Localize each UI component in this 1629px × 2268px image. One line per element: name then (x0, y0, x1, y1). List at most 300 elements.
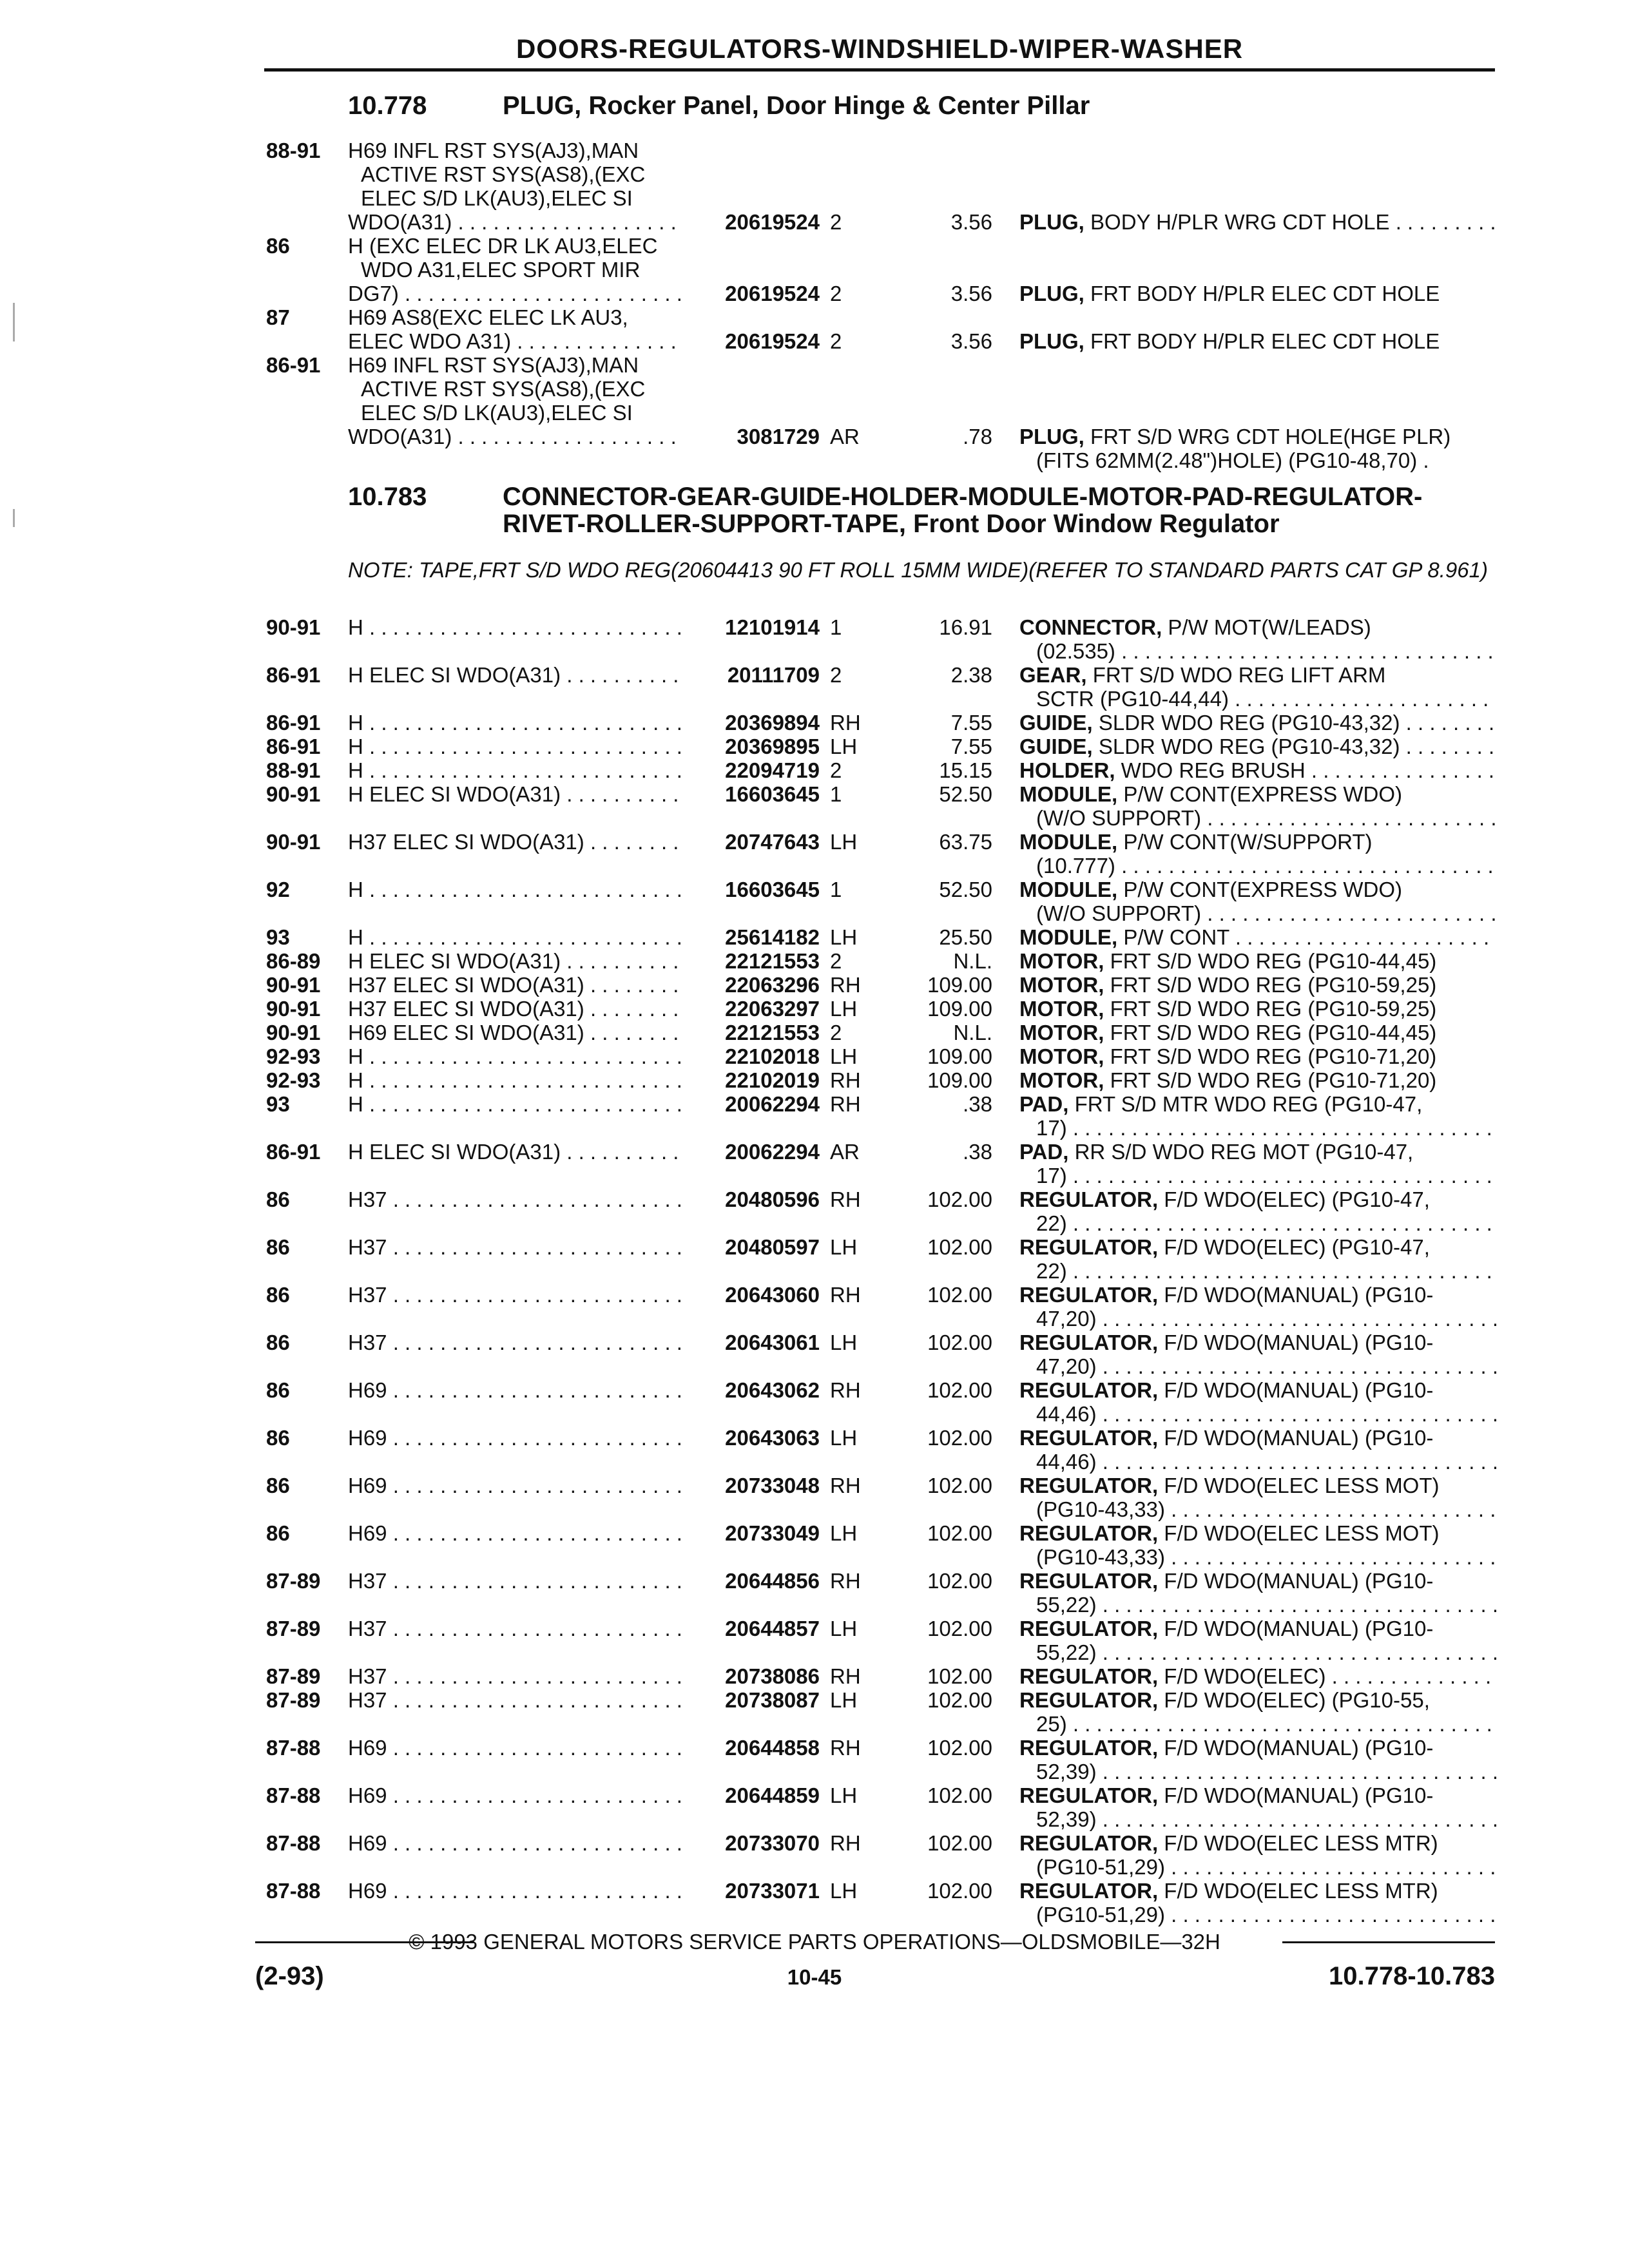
section-number: 10.778 (348, 91, 427, 120)
desc-text: F/D WDO(MANUAL) (PG10- (1164, 1426, 1434, 1450)
part-number: 20738087 (725, 1688, 820, 1712)
desc-text: FRT S/D WDO REG (PG10-71,20) (1110, 1068, 1437, 1092)
price: 102.00 (927, 1617, 992, 1640)
application-desc (348, 973, 683, 997)
application-desc (348, 1736, 683, 1760)
part-description (1019, 1783, 1496, 1831)
model-year: 86-91 (266, 735, 321, 758)
desc-text-line: (PG10-43,33) . . . (1019, 1545, 1496, 1569)
desc-line: H . . . (348, 1044, 683, 1068)
desc-text-line (1019, 329, 1496, 353)
part-description (1019, 1521, 1496, 1569)
quantity: RH (830, 1068, 861, 1092)
desc-text-line (1019, 1283, 1496, 1307)
application-desc (348, 1664, 683, 1688)
part-description (1019, 1021, 1496, 1044)
part-number: 20643061 (725, 1331, 820, 1354)
desc-line: H37 . . . (348, 1187, 683, 1211)
model-year: 88-91 (266, 139, 321, 162)
desc-line: ACTIVE RST SYS(AS8),(EXC (361, 162, 646, 186)
part-number: 16603645 (725, 878, 820, 901)
application-desc (348, 1068, 683, 1092)
quantity: RH (830, 1378, 861, 1402)
application-desc (348, 663, 683, 687)
part-name: MOTOR, (1019, 997, 1104, 1021)
part-name: REGULATOR, (1019, 1187, 1159, 1211)
desc-line: H69 INFL RST SYS(AJ3),MAN (348, 353, 639, 377)
desc-text: (FITS 62MM(2.48")HOLE) (PG10-48,70) . (1036, 448, 1429, 472)
price: 7.55 (950, 735, 992, 758)
part-description (1019, 210, 1496, 234)
part-number: 25614182 (725, 925, 820, 949)
part-number: 20619524 (725, 210, 820, 234)
part-name: MOTOR, (1019, 1044, 1104, 1068)
desc-line: H . . . (348, 615, 683, 639)
quantity: 2 (830, 329, 842, 353)
application-desc (348, 1879, 683, 1903)
desc-text-line: (PG10-51,29) . . . (1019, 1903, 1496, 1927)
part-name: REGULATOR, (1019, 1283, 1159, 1307)
price: 102.00 (927, 1688, 992, 1712)
model-year: 87-88 (266, 1879, 321, 1903)
application-desc (348, 1569, 683, 1593)
part-number: 20369895 (725, 735, 820, 758)
desc-line: H37 . . . (348, 1283, 683, 1307)
application-desc (348, 1426, 683, 1450)
price: 16.91 (939, 615, 992, 639)
quantity: LH (830, 1044, 858, 1068)
application-desc (348, 1688, 683, 1712)
desc-text-line (1019, 1021, 1496, 1044)
desc-text-line (1019, 663, 1496, 687)
desc-text-line: (W/O SUPPORT) . . . (1019, 901, 1496, 925)
desc-line: H (EXC ELEC DR LK AU3,ELEC (348, 234, 658, 258)
part-description (1019, 925, 1496, 949)
model-year: 86 (266, 1187, 290, 1211)
part-number: 20643062 (725, 1378, 820, 1402)
model-year: 87-88 (266, 1831, 321, 1855)
desc-text: F/D WDO(ELEC) (PG10-55, (1164, 1688, 1430, 1712)
desc-text: F/D WDO(ELEC LESS MTR) (1164, 1879, 1438, 1903)
application-desc (348, 949, 683, 973)
model-year: 86-91 (266, 711, 321, 735)
desc-line: ELEC S/D LK(AU3),ELEC SI (361, 186, 633, 210)
desc-text-line (1019, 1235, 1496, 1259)
margin-mark (13, 509, 15, 527)
part-description (1019, 1187, 1496, 1235)
desc-line: WDO A31,ELEC SPORT MIR (361, 258, 641, 282)
model-year: 86 (266, 234, 290, 258)
model-year: 87-89 (266, 1617, 321, 1640)
desc-text-line (1019, 1044, 1496, 1068)
part-description (1019, 1140, 1496, 1187)
application-desc (348, 1235, 683, 1259)
part-number: 22063297 (725, 997, 820, 1021)
model-year: 86 (266, 1235, 290, 1259)
quantity: LH (830, 1783, 858, 1807)
desc-text-line: (W/O SUPPORT) . . . (1019, 806, 1496, 830)
application-desc (348, 1283, 683, 1307)
desc-text-line (1019, 615, 1496, 639)
part-description (1019, 1235, 1496, 1283)
desc-text-line (1019, 973, 1496, 997)
section-title: PLUG, Rocker Panel, Door Hinge & Center Pillar (503, 91, 1090, 120)
desc-line: H37 . . . (348, 1569, 683, 1593)
application-desc (348, 830, 683, 854)
desc-text-line (1019, 1879, 1496, 1903)
desc-text-line (1019, 830, 1496, 854)
application-desc (348, 1021, 683, 1044)
desc-text-line (1019, 1688, 1496, 1712)
model-year: 90-91 (266, 782, 321, 806)
desc-text: SLDR WDO REG (PG10-43,32) (1098, 735, 1400, 758)
desc-text-line (1019, 782, 1496, 806)
quantity: RH (830, 1569, 861, 1593)
desc-text-line (1019, 1664, 1496, 1688)
desc-text-line (1019, 925, 1496, 949)
price: 102.00 (927, 1664, 992, 1688)
application-desc (348, 782, 683, 806)
desc-text: FRT S/D WDO REG (PG10-71,20) (1110, 1044, 1437, 1068)
desc-line: H37 ELEC SI WDO(A31) . . . (348, 973, 683, 997)
desc-line: H69 . . . (348, 1879, 683, 1903)
price: N.L. (953, 949, 992, 973)
part-description (1019, 1617, 1496, 1664)
part-number: 3081729 (737, 425, 820, 448)
desc-text: F/D WDO(MANUAL) (PG10- (1164, 1617, 1434, 1640)
desc-line: WDO(A31) . . . (348, 210, 683, 234)
desc-text-line (1019, 1736, 1496, 1760)
section-number: 10.783 (348, 483, 427, 511)
quantity: RH (830, 1283, 861, 1307)
desc-line: H69 . . . (348, 1831, 683, 1855)
price: 102.00 (927, 1474, 992, 1497)
part-number: 20619524 (725, 282, 820, 305)
part-number: 20733049 (725, 1521, 820, 1545)
price: 2.38 (950, 663, 992, 687)
desc-text-line (1019, 1426, 1496, 1450)
model-year: 90-91 (266, 1021, 321, 1044)
model-year: 87-89 (266, 1569, 321, 1593)
page-number: 10-45 (787, 1965, 842, 1989)
desc-text-line: 52,39) . . . (1019, 1760, 1496, 1783)
part-description (1019, 1664, 1496, 1688)
application-desc (348, 139, 683, 234)
part-number: 22063296 (725, 973, 820, 997)
model-year: 92-93 (266, 1044, 321, 1068)
desc-text: F/D WDO(MANUAL) (PG10- (1164, 1283, 1434, 1307)
desc-text-line (1019, 1783, 1496, 1807)
price: 102.00 (927, 1736, 992, 1760)
price: 63.75 (939, 830, 992, 854)
desc-text-line: 17) . . . (1019, 1116, 1496, 1140)
desc-text: F/D WDO(ELEC LESS MTR) (1164, 1831, 1438, 1855)
price: 52.50 (939, 878, 992, 901)
part-description (1019, 1378, 1496, 1426)
price: .38 (963, 1092, 992, 1116)
quantity: LH (830, 1521, 858, 1545)
price: 102.00 (927, 1521, 992, 1545)
price: 109.00 (927, 997, 992, 1021)
desc-text-line: (02.535) . . . (1019, 639, 1496, 663)
desc-text: P/W CONT(EXPRESS WDO) (1123, 878, 1403, 901)
desc-text: FRT BODY H/PLR ELEC CDT HOLE (1090, 282, 1440, 305)
price: .78 (963, 425, 992, 448)
part-description (1019, 830, 1496, 878)
part-description (1019, 878, 1496, 925)
price: 109.00 (927, 973, 992, 997)
desc-text: FRT S/D WDO REG (PG10-44,45) (1110, 1021, 1437, 1044)
quantity: 1 (830, 615, 842, 639)
model-year: 87-88 (266, 1783, 321, 1807)
part-description (1019, 1831, 1496, 1879)
quantity: RH (830, 1187, 861, 1211)
desc-text: FRT S/D WDO REG (PG10-59,25) (1110, 973, 1437, 997)
part-name: MODULE, (1019, 878, 1118, 901)
desc-text: FRT S/D MTR WDO REG (PG10-47, (1074, 1092, 1423, 1116)
application-desc (348, 305, 683, 353)
quantity: 2 (830, 949, 842, 973)
price: 102.00 (927, 1331, 992, 1354)
quantity: LH (830, 735, 858, 758)
footer-date: (2-93) (255, 1962, 324, 1990)
quantity: 1 (830, 782, 842, 806)
desc-text-line (1019, 1068, 1496, 1092)
part-description (1019, 1044, 1496, 1068)
part-name: REGULATOR, (1019, 1783, 1159, 1807)
desc-text-line (1019, 711, 1496, 735)
quantity: LH (830, 1426, 858, 1450)
desc-text: F/D WDO(MANUAL) (PG10- (1164, 1569, 1434, 1593)
desc-text-line: (PG10-43,33) . . . (1019, 1497, 1496, 1521)
desc-text: F/D WDO(MANUAL) (PG10- (1164, 1378, 1434, 1402)
price: 102.00 (927, 1569, 992, 1593)
application-desc (348, 1140, 683, 1164)
part-description (1019, 1879, 1496, 1927)
footer-range: 10.778-10.783 (1328, 1962, 1495, 1990)
desc-line: H69 . . . (348, 1474, 683, 1497)
desc-line: H69 . . . (348, 1736, 683, 1760)
part-name: MODULE, (1019, 782, 1118, 806)
desc-text: P/W CONT(EXPRESS WDO) (1123, 782, 1403, 806)
desc-line: DG7) . . . (348, 282, 683, 305)
desc-text-line: 47,20) . . . (1019, 1307, 1496, 1331)
desc-line: H69 INFL RST SYS(AJ3),MAN (348, 139, 639, 162)
application-desc (348, 615, 683, 639)
application-desc (348, 1783, 683, 1807)
desc-line: H37 ELEC SI WDO(A31) . . . (348, 997, 683, 1021)
part-number: 20062294 (725, 1092, 820, 1116)
price: 3.56 (950, 210, 992, 234)
desc-text-line: 52,39) . . . (1019, 1807, 1496, 1831)
part-description (1019, 1426, 1496, 1474)
part-number: 20480596 (725, 1187, 820, 1211)
desc-line: H69 . . . (348, 1783, 683, 1807)
part-name: HOLDER, (1019, 758, 1115, 782)
desc-text-line (1019, 1521, 1496, 1545)
model-year: 92 (266, 878, 290, 901)
quantity: LH (830, 1331, 858, 1354)
application-desc (348, 1617, 683, 1640)
desc-line: H69 AS8(EXC ELEC LK AU3, (348, 305, 628, 329)
part-number: 20111709 (727, 663, 820, 687)
application-desc (348, 997, 683, 1021)
part-name: REGULATOR, (1019, 1879, 1159, 1903)
desc-text: P/W MOT(W/LEADS) (1168, 615, 1371, 639)
quantity: RH (830, 973, 861, 997)
desc-line: H . . . (348, 878, 683, 901)
part-number: 22094719 (725, 758, 820, 782)
desc-line: H69 ELEC SI WDO(A31) . . . (348, 1021, 683, 1044)
model-year: 90-91 (266, 973, 321, 997)
price: 109.00 (927, 1044, 992, 1068)
desc-text-line (1019, 425, 1496, 448)
desc-text: FRT S/D WDO REG (PG10-44,45) (1110, 949, 1437, 973)
application-desc (348, 1521, 683, 1545)
model-year: 87-89 (266, 1688, 321, 1712)
part-name: REGULATOR, (1019, 1378, 1159, 1402)
part-name: MODULE, (1019, 925, 1118, 949)
desc-text-line (1019, 1831, 1496, 1855)
part-description (1019, 1283, 1496, 1331)
price: 25.50 (939, 925, 992, 949)
desc-line: WDO(A31) . . . (348, 425, 683, 448)
part-number: 22102019 (725, 1068, 820, 1092)
part-number: 20738086 (725, 1664, 820, 1688)
desc-text-line (1019, 878, 1496, 901)
desc-text-line (1019, 735, 1496, 758)
desc-text-line: 44,46) . . . (1019, 1402, 1496, 1426)
section-title: CONNECTOR-GEAR-GUIDE-HOLDER-MODULE-MOTOR-PAD-REGULATOR-RIVET-ROLLER-SUPPORT-TAPE, Front Door Window Regulator (503, 483, 1423, 538)
application-desc (348, 758, 683, 782)
part-name: CONNECTOR, (1019, 615, 1162, 639)
desc-text-line (1019, 1569, 1496, 1593)
part-number: 20369894 (725, 711, 820, 735)
quantity: 2 (830, 210, 842, 234)
desc-text: WDO REG BRUSH (1121, 758, 1306, 782)
desc-text-line: 22) . . . (1019, 1211, 1496, 1235)
part-number: 20733070 (725, 1831, 820, 1855)
part-description (1019, 735, 1496, 758)
desc-text: FRT S/D WDO REG (PG10-59,25) (1110, 997, 1437, 1021)
part-number: 20733048 (725, 1474, 820, 1497)
model-year: 86-89 (266, 949, 321, 973)
margin-mark (13, 303, 15, 341)
part-number: 20644858 (725, 1736, 820, 1760)
desc-line: H69 . . . (348, 1378, 683, 1402)
price: 102.00 (927, 1187, 992, 1211)
part-description (1019, 663, 1496, 711)
desc-text-line (1019, 1187, 1496, 1211)
desc-text-line (1019, 1140, 1496, 1164)
part-description (1019, 782, 1496, 830)
page-header: DOORS-REGULATORS-WINDSHIELD-WIPER-WASHER (516, 34, 1244, 64)
desc-text: F/D WDO(ELEC) (PG10-47, (1164, 1235, 1430, 1259)
part-number: 22121553 (725, 949, 820, 973)
price: 102.00 (927, 1879, 992, 1903)
model-year: 86-91 (266, 353, 321, 377)
copyright: © 1993 GENERAL MOTORS SERVICE PARTS OPERATIONS—OLDSMOBILE—32H (409, 1930, 1220, 1954)
model-year: 86 (266, 1331, 290, 1354)
desc-text: F/D WDO(ELEC LESS MOT) (1164, 1474, 1440, 1497)
price: 7.55 (950, 711, 992, 735)
section-note: NOTE: TAPE,FRT S/D WDO REG(20604413 90 FT ROLL 15MM WIDE)(REFER TO STANDARD PARTS CAT GP 8.961) (348, 558, 1488, 582)
desc-text-line (1019, 758, 1496, 782)
model-year: 93 (266, 1092, 290, 1116)
part-name: REGULATOR, (1019, 1521, 1159, 1545)
desc-text-line: 55,22) . . . (1019, 1640, 1496, 1664)
application-desc (348, 711, 683, 735)
application-desc (348, 735, 683, 758)
desc-text-line: 17) . . . (1019, 1164, 1496, 1187)
part-name: REGULATOR, (1019, 1688, 1159, 1712)
desc-line: H ELEC SI WDO(A31) . . . (348, 1140, 683, 1164)
desc-line: H69 . . . (348, 1426, 683, 1450)
desc-text: FRT S/D WDO REG LIFT ARM (1092, 663, 1386, 687)
model-year: 93 (266, 925, 290, 949)
desc-text: RR S/D WDO REG MOT (PG10-47, (1074, 1140, 1414, 1164)
quantity: RH (830, 1736, 861, 1760)
part-description (1019, 1092, 1496, 1140)
part-name: GUIDE, (1019, 711, 1093, 735)
desc-text-line (1019, 1617, 1496, 1640)
part-name: REGULATOR, (1019, 1617, 1159, 1640)
price: 102.00 (927, 1831, 992, 1855)
application-desc (348, 353, 683, 448)
quantity: LH (830, 925, 858, 949)
application-desc (348, 1044, 683, 1068)
model-year: 86 (266, 1521, 290, 1545)
application-desc (348, 1092, 683, 1116)
desc-text: F/D WDO(MANUAL) (PG10- (1164, 1331, 1434, 1354)
part-number: 20733071 (725, 1879, 820, 1903)
desc-line: H ELEC SI WDO(A31) . . . (348, 782, 683, 806)
price: 102.00 (927, 1283, 992, 1307)
desc-line: H37 . . . (348, 1235, 683, 1259)
part-number: 20619524 (725, 329, 820, 353)
part-number: 20643063 (725, 1426, 820, 1450)
desc-text: FRT BODY H/PLR ELEC CDT HOLE (1090, 329, 1440, 353)
quantity: 2 (830, 758, 842, 782)
part-description (1019, 1331, 1496, 1378)
application-desc (348, 1831, 683, 1855)
desc-text-line: (PG10-51,29) . . . (1019, 1855, 1496, 1879)
part-description (1019, 329, 1496, 353)
part-name: MODULE, (1019, 830, 1118, 854)
desc-text-line: 22) . . . (1019, 1259, 1496, 1283)
model-year: 86 (266, 1426, 290, 1450)
part-number: 16603645 (725, 782, 820, 806)
desc-text: F/D WDO(ELEC) (1164, 1664, 1326, 1688)
desc-text-line: 55,22) . . . (1019, 1593, 1496, 1617)
desc-text-line: SCTR (PG10-44,44) . . . (1019, 687, 1496, 711)
price: 52.50 (939, 782, 992, 806)
desc-text: BODY H/PLR WRG CDT HOLE (1090, 210, 1390, 234)
part-name: PAD, (1019, 1140, 1069, 1164)
part-name: MOTOR, (1019, 1068, 1104, 1092)
part-name: REGULATOR, (1019, 1235, 1159, 1259)
desc-text-line (1019, 997, 1496, 1021)
part-description (1019, 1688, 1496, 1736)
quantity: LH (830, 1688, 858, 1712)
part-name: GUIDE, (1019, 735, 1093, 758)
desc-line: H69 . . . (348, 1521, 683, 1545)
quantity: LH (830, 830, 858, 854)
quantity: AR (830, 425, 860, 448)
desc-line: H37 . . . (348, 1664, 683, 1688)
part-name: PLUG, (1019, 329, 1084, 353)
model-year: 86-91 (266, 1140, 321, 1164)
